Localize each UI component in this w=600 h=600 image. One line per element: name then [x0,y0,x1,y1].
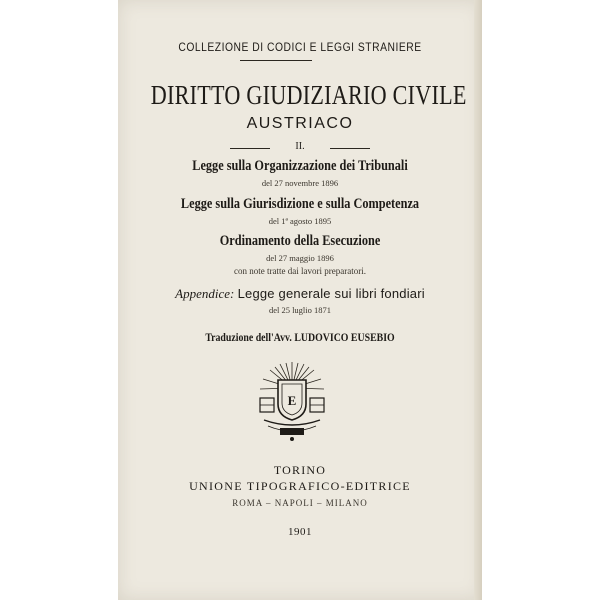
publisher-emblem-icon [254,358,330,442]
law-title-1: Legge sulla Organizzazione dei Tribunali [192,158,408,174]
divider-rule [330,148,370,149]
series-title: COLLEZIONE DI CODICI E LEGGI STRANIERE [178,40,422,54]
imprint-cities: ROMA – NAPOLI – MILANO [232,498,368,508]
main-title: DIRITTO GIUDIZIARIO CIVILE [150,80,467,110]
subtitle: AUSTRIACO [246,115,354,132]
law-date-2: del 1ª agosto 1895 [268,216,332,226]
imprint-city: TORINO [273,463,327,477]
law-date-3: del 27 maggio 1896 [266,253,334,263]
law-title-3: Ordinamento della Esecuzione [219,233,381,249]
page-edge [474,0,482,600]
appendix-line [118,286,482,302]
title-page [118,0,482,600]
divider-rule [240,60,312,61]
imprint-publisher: UNIONE TIPOGRAFICO-EDITRICE [189,479,411,493]
appendix-title: Legge generale sui libri fondiari [237,286,425,301]
notes-line: con note tratte dai lavori preparatori. [234,266,366,276]
appendix-date: del 25 luglio 1871 [268,305,332,315]
translator-credit: Traduzione dell'Avv. LUDOVICO EUSEBIO [205,330,395,344]
svg-text:E: E [287,393,297,408]
volume-number: II. [295,141,305,152]
law-title-2: Legge sulla Giurisdizione e sulla Competenza [180,196,420,212]
appendix-label: Appendice: [175,286,235,301]
law-date-1: del 27 novembre 1896 [261,178,339,188]
imprint-year: 1901 [288,526,312,538]
